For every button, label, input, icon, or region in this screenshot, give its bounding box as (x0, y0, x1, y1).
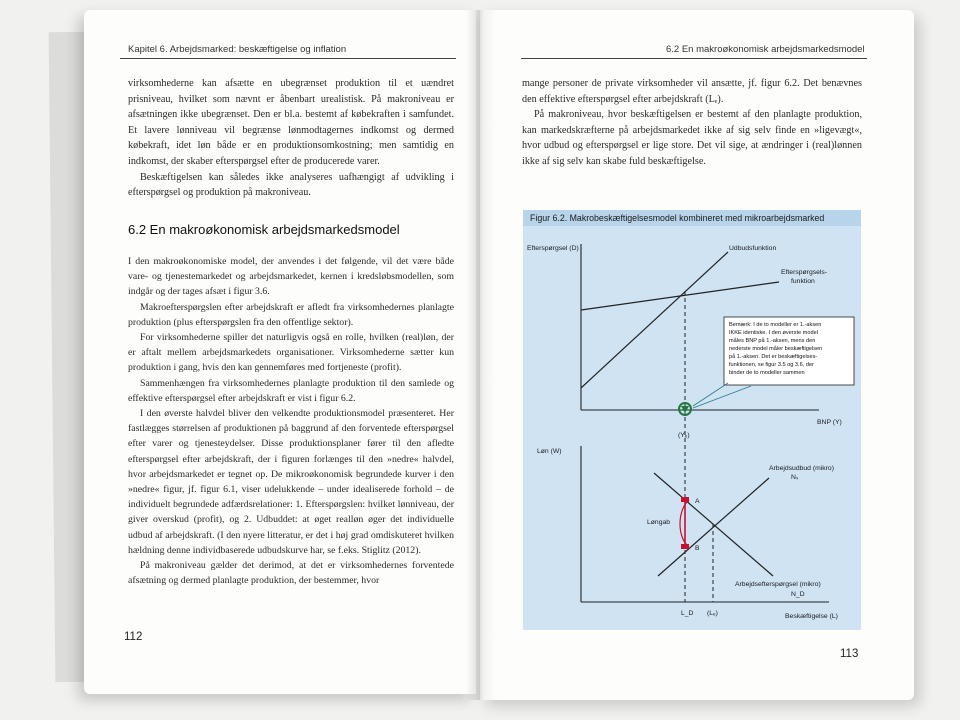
left-section-paragraph-6: På makroniveau gælder det derimod, at det er virksomhedernes forventede afsætning og dermed planlagte produktion, der bestemmer, hvor (128, 560, 454, 587)
note-line-6: funktionen, se figur 3.5 og 3.6, der (729, 362, 814, 368)
note-line-7: binder de to modeller sammen (729, 370, 805, 376)
left-section-paragraph-1: I den makroøkonomiske model, der anvendes i det følgende, vil det være både vare- og tjenestemarkedet og arbejdsmarkedet, kernen i kredsløbsmodellen, som indgår og der tages afsæt i figur 3.6. (128, 256, 454, 298)
left-section-paragraph-4: Sammenhængen fra virksomhedernes planlagte produktion til den samlede og effektive efterspørgsel efter arbejdskraft er vist i figur 6.2. (128, 377, 454, 404)
left-running-head: Kapitel 6. Arbejdsmarked: beskæftigelse og inflation (128, 44, 347, 55)
right-body-text (522, 76, 862, 170)
left-section-paragraph-2: Makroefterspørgslen efter arbejdskraft er afledt fra virksomhedernes planlagte produktion (plus efterspørgslen fra den offentlige sektor). (128, 301, 454, 328)
labor-demand-label: Arbejdsefterspørgsel (mikro) (735, 581, 821, 588)
point-b-label: B (695, 545, 700, 552)
left-intro-text (128, 76, 454, 201)
book-gutter (466, 10, 496, 700)
labor-demand-symbol: N_D (791, 591, 805, 598)
right-page-number: 113 (840, 648, 859, 660)
le-label: (Lₑ) (707, 610, 718, 617)
demand-function-label-1: Efterspørgsels- (781, 269, 828, 276)
note-pointer-1 (693, 383, 728, 406)
figure-6-2 (523, 210, 861, 630)
lower-y-axis-label: Løn (W) (537, 448, 562, 455)
point-a-label: A (695, 498, 700, 505)
note-line-5: på 1.-aksen. Det er beskæftigelses- (729, 354, 818, 360)
left-section-paragraph-5: I den øverste halvdel bliver den velkendte produktionsmodel præsenteret. Her fastlægges størrelsen af produktionen på baggrund af den forventede efterspørgsel efter varer og tjenesteydelser. Disse produktionsplaner fører til den afledte efterspørgsel efter arbejdskraft, der i figuren forlænges til den »nedre« halvdel, hvor arbejdsmarkedet er tegnet op. De mikroøkonomisk begrundede kurver i den »nedre« figur, jf. figur 6.1, viser udelukkende – under idealiserede forhold – de individuelt begrundede adfærdsrelationer: 1. Efterspørgslen: hvilket lønniveau, der giver overskud (profit), og 2. Udbuddet: at øget realløn øger det individuelle udbud af arbejdskraft. (I den nyere litteratur, er det i høj grad omdiskuteret hvilken hældning denne individbaserede udbudskurve har, se f.eks. Stiglitz (2012). (128, 408, 454, 556)
upper-y-axis-label: Efterspørgsel (D) (527, 245, 579, 252)
left-page-number: 112 (124, 631, 143, 643)
demand-function-label-2: funktion (791, 278, 815, 285)
note-line-2: IKKE identiske. I den øverste model (729, 330, 818, 336)
right-paragraph-1: mange personer de private virksomheder vil ansætte, jf. figur 6.2. Det benævnes den effektive efterspørgsel efter arbejdskraft (Lₑ). (522, 78, 862, 105)
left-section-text (128, 254, 454, 588)
left-section-paragraph-3: For virksomhederne spiller det naturligvis også en rolle, hvilken (real)løn, der er aftalt mellem arbejdsmarkedets organisationer. Virksomhederne sætter kun produktion i gang, hvis den kan gennemføres med fortjeneste (profit). (128, 332, 454, 374)
point-a-marker (681, 497, 689, 502)
note-line-3: måles BNP på 1.-aksen, mens den (729, 338, 816, 344)
supply-function-line (581, 252, 728, 388)
section-title: 6.2 En makroøkonomisk arbejdsmarkedsmodel (128, 222, 400, 237)
wage-gap-label: Løngab (647, 519, 671, 526)
point-b-marker (681, 544, 689, 549)
demand-function-line (581, 282, 779, 310)
supply-function-label: Udbudsfunktion (729, 245, 777, 252)
right-paragraph-2: På makroniveau, hvor beskæftigelsen er bestemt af den planlagte produktion, kan markedskræfterne på arbejdsmarkedet ikke af sig selv finde en »ligevægt«, hvor udbud og efterspørgsel er lige store. Det vil sige, at ændringer i (real)lønnen ikke af sig selv kan skabe fuld beskæftigelse. (522, 109, 862, 167)
right-head-rule (521, 58, 867, 59)
figure-diagram (523, 210, 861, 630)
note-line-4: nederste model måler beskæftigelsen (729, 346, 823, 352)
right-running-head: 6.2 En makroøkonomisk arbejdsmarkedsmodel (666, 44, 865, 55)
labor-supply-symbol: Nₛ (791, 474, 799, 481)
labor-supply-label: Arbejdsudbud (mikro) (769, 465, 834, 472)
lower-x-axis-label: Beskæftigelse (L) (785, 613, 838, 620)
left-intro-paragraph-1: virksomhederne kan afsætte en ubegrænset produktion til et uændret prisniveau, hvilket som nævnt er åbenbart urealistisk. På makroniveau er afsætningen ikke ubegrænset. Den er bl.a. bestemt af købekraften i samfundet. Et lavere lønniveau vil begrænse lønmodtagernes indkomst og dermed købekraft, idet løn både er en produktionsomkostning; men samtidig en indkomst, der skaber efterspørgsel efter de producerede varer. (128, 78, 454, 167)
note-line-1: Bemærk: I de to modeller er 1.-aksen (729, 322, 822, 328)
upper-x-axis-label: BNP (Y) (817, 419, 842, 426)
left-head-rule (120, 58, 456, 59)
ld-label: L_D (681, 610, 694, 617)
ye-label: (Yₑ) (678, 432, 690, 439)
figure-title: Figur 6.2. Makrobeskæftigelsesmodel kombineret med mikroarbejdsmarked (523, 210, 861, 226)
note-pointer-2 (693, 386, 751, 408)
left-intro-paragraph-2: Beskæftigelsen kan således ikke analyseres uafhængigt af udvikling i efterspørgsel og produktion på makroniveau. (128, 171, 454, 199)
